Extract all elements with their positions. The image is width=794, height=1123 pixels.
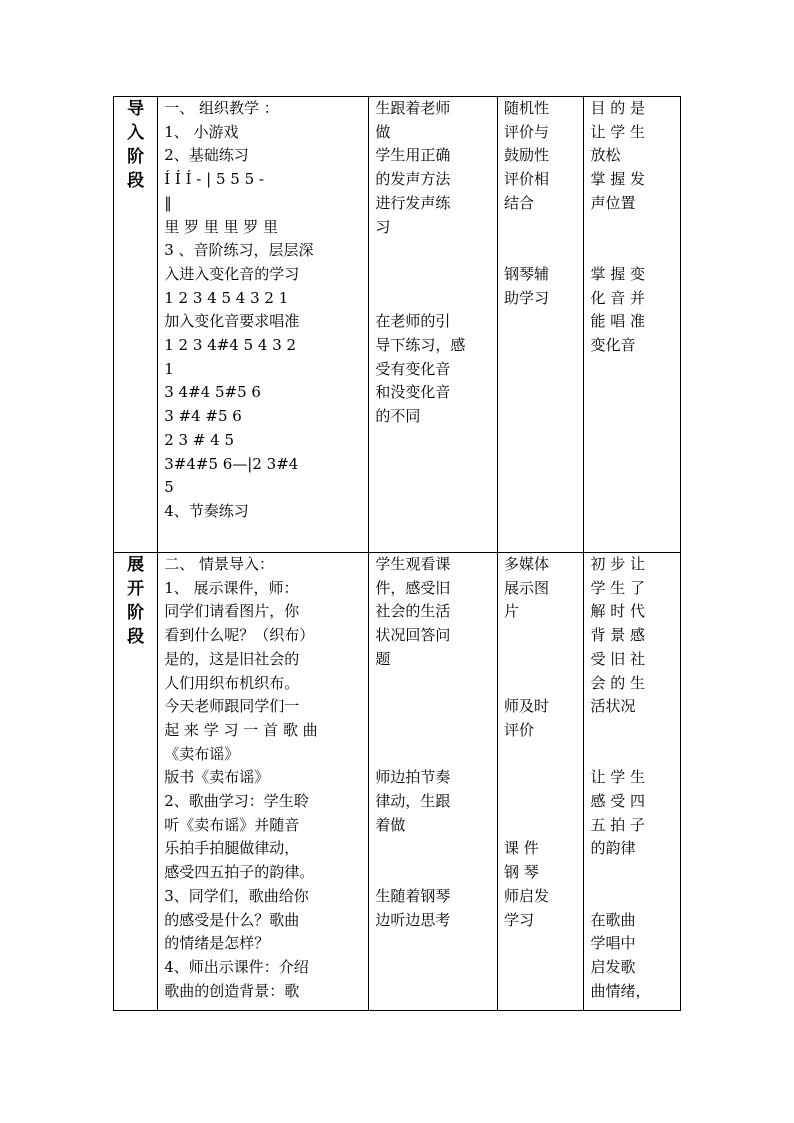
student-activity-cell: 生跟着老师 做 学生用正确 的发声方法 进行发声练 习 在老师的引 导下练习，感 受有变化音 和没变化音 的不同 (369, 97, 498, 553)
table-row-development (114, 553, 681, 1011)
lesson-plan-table (113, 96, 681, 1011)
student-activity-cell: 学生观看课 件，感受旧 社会的生活 状况回答问 题 师边拍节奏 律动，生跟 着做 生随着钢琴 边听边思考 (369, 553, 498, 1011)
table-row-intro (114, 97, 681, 553)
method-cell: 随机性 评价与 鼓励性 评价相 结合 钢琴辅 助学习 (498, 97, 584, 553)
purpose-cell: 目 的 是 让 学 生 放松 掌 握 发 声位置 掌 握 变 化 音 并 能 唱 准 变化音 (584, 97, 681, 553)
purpose-cell: 初 步 让 学 生 了 解 时 代 背 景 感 受 旧 社 会 的 生 活状况 让 学 生 感 受 四 五 拍 子 的韵律 在歌曲 学唱中 启发歌 曲情绪， (584, 553, 681, 1011)
content-cell: 二、 情景导入： 1、 展示课件，师： 同学们请看图片，你 看到什么呢？（织布） 是的，这是旧社会的 人们用织布机织布。 今天老师跟同学们一 起 来 学 习 一 首 歌 曲 《卖布谣》 版书《卖布谣》 2、歌曲学习：学生聆 听《卖布谣》并随音 乐拍手拍腿做律动， 感受四五拍子的韵律。 3、同学们，歌曲给你 的感受是什么？歌曲 的情绪是怎样？ 4、师出示课件：介绍 歌曲的创造背景：歌 (158, 553, 369, 1011)
content-cell: 一、 组织教学 ： 1、 小游戏 2、基础练习 Í Í Í - | 5 5 5 - ‖ 里 罗 里 里 罗 里 3 、音阶练习，层层深 入进入变化音的学习 1 2 3 4 5 4 3 2 1 加入变化音要求唱准 1 2 3 4#4 5 4 3 2 1 3 4#4 5#5 6 3 #4 #5 6 2 3 # 4 5 3#4#5 6—|2 3#4 5 4、节奏练习 (158, 97, 369, 553)
method-cell: 多媒体 展示图 片 师及时 评价 课 件 钢 琴 师启发 学习 (498, 553, 584, 1011)
stage-cell: 展 开 阶 段 (114, 553, 158, 1011)
stage-cell: 导 入 阶 段 (114, 97, 158, 553)
